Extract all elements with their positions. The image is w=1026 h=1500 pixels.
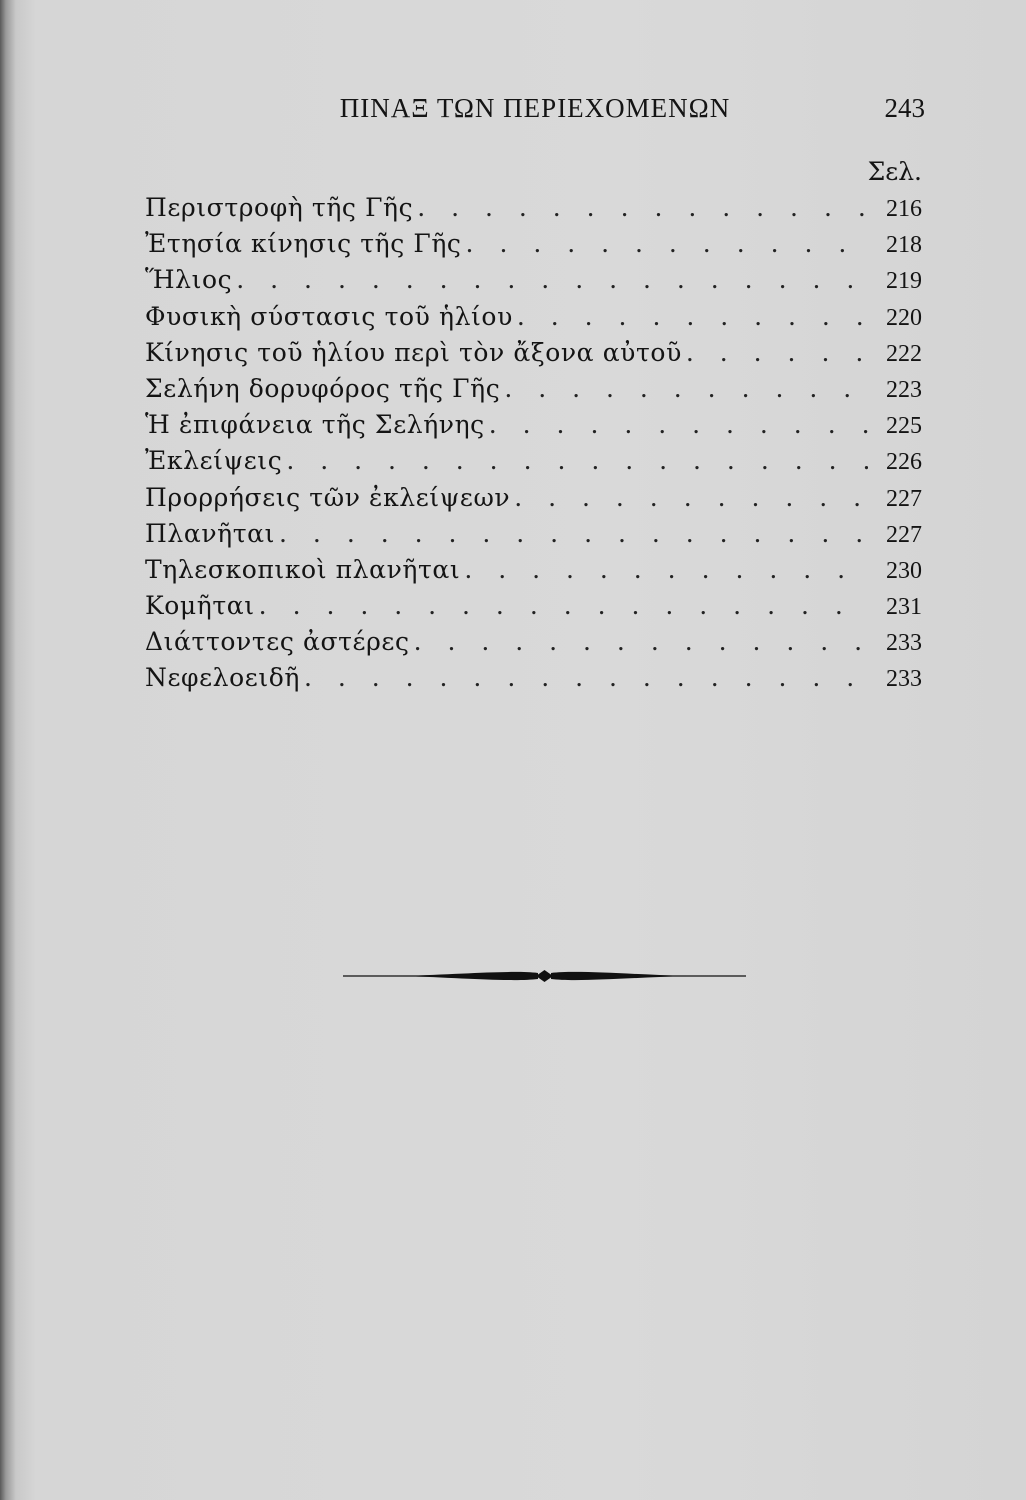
toc-entry xyxy=(145,519,922,555)
toc-entry-page: 216 xyxy=(886,196,922,222)
toc-entry xyxy=(145,265,922,301)
toc-entry-title: Τηλεσκοπικοὶ πλανῆται xyxy=(145,554,461,584)
toc-entry xyxy=(145,627,922,663)
table-of-contents xyxy=(145,193,922,700)
leader-dots xyxy=(464,555,868,584)
toc-entry-title: Ἐτησία κίνησις τῆς Γῆς xyxy=(145,229,462,259)
leader-dots xyxy=(466,229,868,258)
toc-entry-title: Ἥλιος xyxy=(145,265,233,295)
toc-entry-page: 218 xyxy=(886,232,922,259)
toc-entry-title: Φυσικὴ σύστασις τοῦ ἡλίου xyxy=(145,301,513,331)
toc-entry xyxy=(145,193,922,229)
leader-dots xyxy=(236,265,868,294)
leader-dots xyxy=(517,302,868,331)
leader-dots xyxy=(279,519,868,548)
toc-entry-title: Ἐκλείψεις xyxy=(145,446,283,476)
toc-entry xyxy=(145,663,922,699)
leader-dots xyxy=(489,410,868,439)
toc-entry-page: 230 xyxy=(886,557,922,584)
toc-entry-title: Σελήνη δορυφόρος τῆς Γῆς xyxy=(145,373,501,403)
page-number: 243 xyxy=(884,93,925,123)
toc-entry-page: 219 xyxy=(886,268,922,295)
leader-dots xyxy=(286,446,868,475)
toc-entry-page: 227 xyxy=(886,485,922,512)
toc-entry xyxy=(145,374,922,410)
toc-entry xyxy=(145,338,922,374)
leader-dots xyxy=(686,338,868,367)
toc-entry-page: 231 xyxy=(886,594,922,621)
toc-entry xyxy=(145,446,922,482)
leader-dots xyxy=(259,591,868,620)
toc-entry xyxy=(145,410,922,446)
toc-entry-page: 220 xyxy=(886,304,922,331)
toc-entry-page: 222 xyxy=(886,340,922,367)
toc-entry-title: Διάττοντες ἀστέρες xyxy=(145,627,410,657)
toc-entry xyxy=(145,229,922,265)
toc-entry-title: Πλανῆται xyxy=(145,518,276,548)
leader-dots xyxy=(504,374,868,403)
toc-entry-page: 233 xyxy=(886,630,922,657)
toc-entry-title: Νεφελοειδῆ xyxy=(145,663,300,693)
toc-entry xyxy=(145,302,922,338)
running-title: ΠΙΝΑΞ ΤΩΝ ΠΕΡΙΕΧΟΜΕΝΩΝ xyxy=(339,93,731,123)
page-header xyxy=(145,93,925,133)
toc-entry-page: 225 xyxy=(886,413,922,440)
leader-dots xyxy=(514,483,868,512)
leader-dots xyxy=(414,627,868,656)
toc-entry-title: Κομῆται xyxy=(145,591,255,621)
leader-dots xyxy=(417,193,868,222)
toc-entry-title: Κίνησις τοῦ ἡλίου περὶ τὸν ἄξονα αὐτοῦ xyxy=(145,337,682,367)
toc-entry xyxy=(145,591,922,627)
toc-entry xyxy=(145,555,922,591)
end-ornament-icon xyxy=(343,962,746,990)
toc-entry-title: Προρρήσεις τῶν ἐκλείψεων xyxy=(145,482,511,512)
toc-entry-page: 226 xyxy=(886,449,922,476)
toc-entry-title: Ἡ ἐπιφάνεια τῆς Σελήνης xyxy=(145,410,485,440)
toc-entry xyxy=(145,483,922,519)
toc-entry-title: Περιστροφὴ τῆς Γῆς xyxy=(145,193,414,222)
toc-entry-page: 223 xyxy=(886,376,922,403)
page-column-label: Σελ. xyxy=(867,157,922,186)
toc-entry-page: 227 xyxy=(886,521,922,548)
leader-dots xyxy=(304,663,868,692)
toc-entry-page: 233 xyxy=(886,666,922,693)
